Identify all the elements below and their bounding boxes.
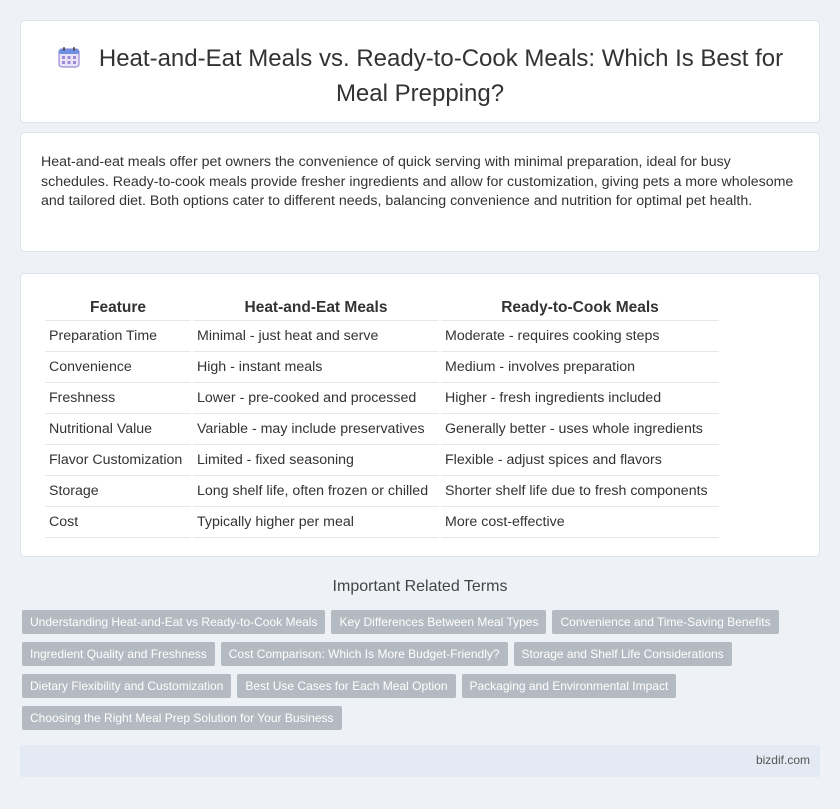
title-text: Heat-and-Eat Meals vs. Ready-to-Cook Meals: Which Is Best for Meal Prepping? bbox=[98, 45, 784, 107]
cell-heat-and-eat: Minimal - just heat and serve bbox=[193, 321, 439, 352]
cell-feature: Nutritional Value bbox=[45, 414, 191, 445]
table-row bbox=[45, 321, 719, 352]
cell-feature: Flavor Customization bbox=[45, 445, 191, 476]
related-tags bbox=[22, 610, 822, 738]
page-title bbox=[50, 43, 790, 110]
cell-ready-to-cook: Higher - fresh ingredients included bbox=[441, 383, 719, 414]
cell-ready-to-cook: Medium - involves preparation bbox=[441, 352, 719, 383]
table-row bbox=[45, 507, 719, 538]
table-row bbox=[45, 352, 719, 383]
cell-feature: Convenience bbox=[45, 352, 191, 383]
intro-card bbox=[20, 132, 820, 252]
cell-heat-and-eat: Lower - pre-cooked and processed bbox=[193, 383, 439, 414]
related-tag[interactable]: Ingredient Quality and Freshness bbox=[22, 642, 215, 666]
related-terms-title: Important Related Terms bbox=[332, 578, 508, 595]
intro-paragraph: Heat-and-eat meals offer pet owners the convenience of quick serving with minimal preparation, ideal for busy schedules. Ready-to-cook meals provide fresher ingredients and allow for customization, giving pets a more wholesome and tailored diet. Both options cater to different needs, balancing convenience and nutrition for optimal pet health. bbox=[41, 154, 794, 209]
cell-ready-to-cook: Generally better - uses whole ingredients bbox=[441, 414, 719, 445]
cell-heat-and-eat: High - instant meals bbox=[193, 352, 439, 383]
table-row bbox=[45, 445, 719, 476]
cell-feature: Freshness bbox=[45, 383, 191, 414]
footer-site-link[interactable]: bizdif.com bbox=[755, 753, 810, 767]
header-heat-and-eat: Heat-and-Eat Meals bbox=[193, 296, 439, 321]
calendar-icon bbox=[57, 45, 81, 78]
cell-feature: Storage bbox=[45, 476, 191, 507]
header-ready-to-cook: Ready-to-Cook Meals bbox=[441, 296, 719, 321]
cell-ready-to-cook: Shorter shelf life due to fresh components bbox=[441, 476, 719, 507]
cell-feature: Cost bbox=[45, 507, 191, 538]
comparison-card bbox=[20, 273, 820, 557]
table-row bbox=[45, 383, 719, 414]
header-feature: Feature bbox=[45, 296, 191, 321]
table-row bbox=[45, 476, 719, 507]
table-header-row bbox=[45, 296, 719, 321]
related-tag[interactable]: Cost Comparison: Which Is More Budget-Friendly? bbox=[221, 642, 508, 666]
cell-heat-and-eat: Limited - fixed seasoning bbox=[193, 445, 439, 476]
cell-feature: Preparation Time bbox=[45, 321, 191, 352]
related-tag[interactable]: Best Use Cases for Each Meal Option bbox=[237, 674, 455, 698]
cell-heat-and-eat: Variable - may include preservatives bbox=[193, 414, 439, 445]
cell-ready-to-cook: Moderate - requires cooking steps bbox=[441, 321, 719, 352]
cell-ready-to-cook: Flexible - adjust spices and flavors bbox=[441, 445, 719, 476]
related-tag[interactable]: Packaging and Environmental Impact bbox=[462, 674, 677, 698]
comparison-table bbox=[43, 296, 721, 538]
title-card bbox=[20, 20, 820, 123]
footer bbox=[20, 745, 820, 777]
cell-heat-and-eat: Long shelf life, often frozen or chilled bbox=[193, 476, 439, 507]
related-tag[interactable]: Understanding Heat-and-Eat vs Ready-to-Cook Meals bbox=[22, 610, 325, 634]
cell-heat-and-eat: Typically higher per meal bbox=[193, 507, 439, 538]
related-tag[interactable]: Key Differences Between Meal Types bbox=[331, 610, 546, 634]
related-tag[interactable]: Storage and Shelf Life Considerations bbox=[514, 642, 732, 666]
related-tag[interactable]: Dietary Flexibility and Customization bbox=[22, 674, 231, 698]
related-tag[interactable]: Convenience and Time-Saving Benefits bbox=[552, 610, 778, 634]
cell-ready-to-cook: More cost-effective bbox=[441, 507, 719, 538]
table-row bbox=[45, 414, 719, 445]
related-tag[interactable]: Choosing the Right Meal Prep Solution for Your Business bbox=[22, 706, 342, 730]
